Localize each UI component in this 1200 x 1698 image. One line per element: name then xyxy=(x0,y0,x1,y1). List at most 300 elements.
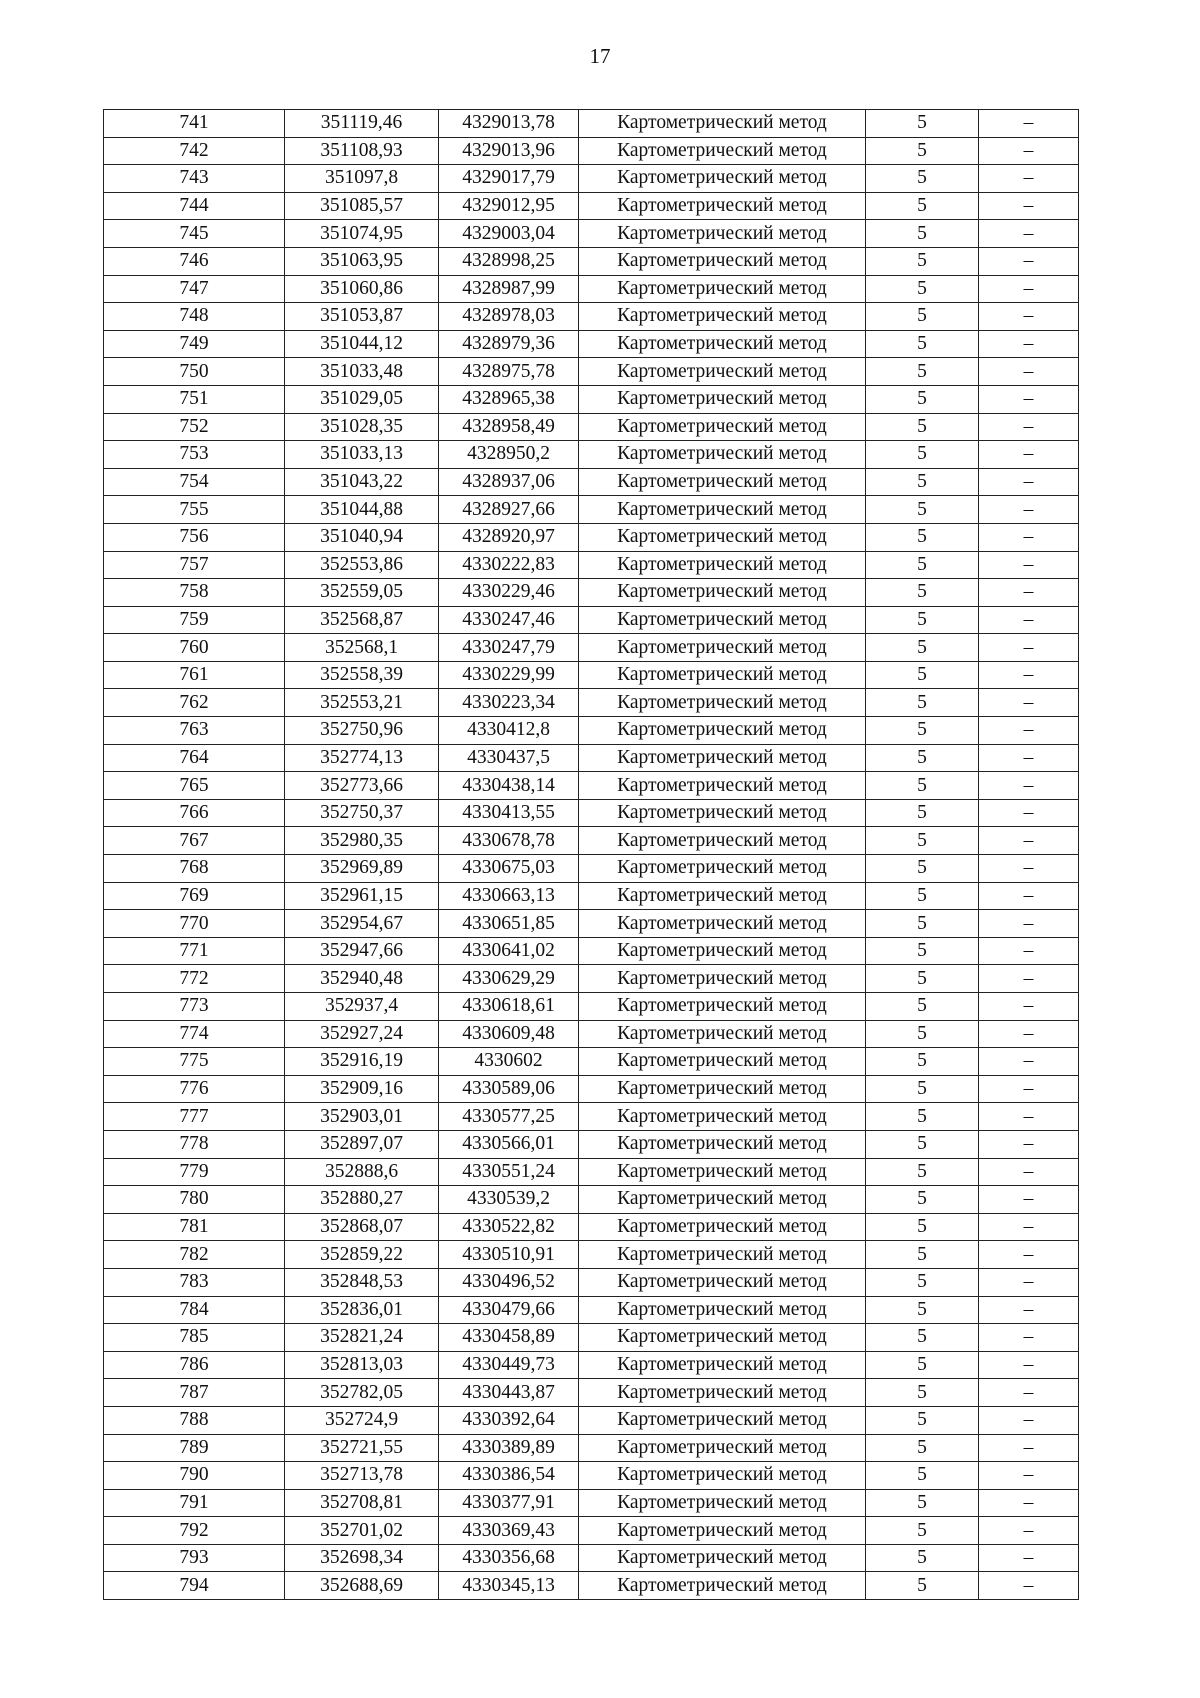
accuracy-cell: 5 xyxy=(866,1268,979,1296)
method-cell: Картометрический метод xyxy=(579,110,866,138)
y-coordinate-cell: 4330522,82 xyxy=(439,1213,579,1241)
table-row xyxy=(104,1462,1079,1490)
y-coordinate-cell: 4330443,87 xyxy=(439,1379,579,1407)
point-number-cell: 786 xyxy=(104,1351,285,1379)
x-coordinate-cell: 352836,01 xyxy=(285,1296,439,1324)
description-cell: – xyxy=(979,1020,1079,1048)
x-coordinate-cell: 351033,13 xyxy=(285,441,439,469)
accuracy-cell: 5 xyxy=(866,1406,979,1434)
description-cell: – xyxy=(979,303,1079,331)
x-coordinate-cell: 352553,86 xyxy=(285,551,439,579)
x-coordinate-cell: 352947,66 xyxy=(285,937,439,965)
description-cell: – xyxy=(979,468,1079,496)
y-coordinate-cell: 4330496,52 xyxy=(439,1268,579,1296)
y-coordinate-cell: 4330618,61 xyxy=(439,993,579,1021)
y-coordinate-cell: 4330566,01 xyxy=(439,1130,579,1158)
y-coordinate-cell: 4328920,97 xyxy=(439,523,579,551)
x-coordinate-cell: 352724,9 xyxy=(285,1406,439,1434)
accuracy-cell: 5 xyxy=(866,192,979,220)
description-cell: – xyxy=(979,634,1079,662)
y-coordinate-cell: 4330229,99 xyxy=(439,661,579,689)
method-cell: Картометрический метод xyxy=(579,1158,866,1186)
description-cell: – xyxy=(979,523,1079,551)
description-cell: – xyxy=(979,910,1079,938)
method-cell: Картометрический метод xyxy=(579,1406,866,1434)
point-number-cell: 770 xyxy=(104,910,285,938)
point-number-cell: 753 xyxy=(104,441,285,469)
method-cell: Картометрический метод xyxy=(579,358,866,386)
description-cell: – xyxy=(979,1489,1079,1517)
table-row xyxy=(104,910,1079,938)
x-coordinate-cell: 352559,05 xyxy=(285,579,439,607)
accuracy-cell: 5 xyxy=(866,1296,979,1324)
accuracy-cell: 5 xyxy=(866,110,979,138)
description-cell: – xyxy=(979,965,1079,993)
table-row xyxy=(104,717,1079,745)
y-coordinate-cell: 4330247,79 xyxy=(439,634,579,662)
method-cell: Картометрический метод xyxy=(579,661,866,689)
table-row xyxy=(104,1075,1079,1103)
table-row xyxy=(104,827,1079,855)
point-number-cell: 759 xyxy=(104,606,285,634)
table-row xyxy=(104,1296,1079,1324)
y-coordinate-cell: 4328958,49 xyxy=(439,413,579,441)
accuracy-cell: 5 xyxy=(866,468,979,496)
accuracy-cell: 5 xyxy=(866,1351,979,1379)
accuracy-cell: 5 xyxy=(866,1462,979,1490)
coordinates-table xyxy=(103,109,1079,1600)
x-coordinate-cell: 351053,87 xyxy=(285,303,439,331)
point-number-cell: 768 xyxy=(104,855,285,883)
method-cell: Картометрический метод xyxy=(579,385,866,413)
point-number-cell: 778 xyxy=(104,1130,285,1158)
method-cell: Картометрический метод xyxy=(579,192,866,220)
point-number-cell: 791 xyxy=(104,1489,285,1517)
point-number-cell: 751 xyxy=(104,385,285,413)
table-row xyxy=(104,330,1079,358)
point-number-cell: 782 xyxy=(104,1241,285,1269)
x-coordinate-cell: 352954,67 xyxy=(285,910,439,938)
method-cell: Картометрический метод xyxy=(579,275,866,303)
y-coordinate-cell: 4330377,91 xyxy=(439,1489,579,1517)
point-number-cell: 748 xyxy=(104,303,285,331)
table-row xyxy=(104,1406,1079,1434)
point-number-cell: 771 xyxy=(104,937,285,965)
method-cell: Картометрический метод xyxy=(579,1351,866,1379)
description-cell: – xyxy=(979,1544,1079,1572)
x-coordinate-cell: 351040,94 xyxy=(285,523,439,551)
method-cell: Картометрический метод xyxy=(579,1379,866,1407)
x-coordinate-cell: 352969,89 xyxy=(285,855,439,883)
accuracy-cell: 5 xyxy=(866,1489,979,1517)
y-coordinate-cell: 4328978,03 xyxy=(439,303,579,331)
description-cell: – xyxy=(979,1186,1079,1214)
accuracy-cell: 5 xyxy=(866,1544,979,1572)
description-cell: – xyxy=(979,744,1079,772)
point-number-cell: 790 xyxy=(104,1462,285,1490)
table-row xyxy=(104,1434,1079,1462)
accuracy-cell: 5 xyxy=(866,855,979,883)
y-coordinate-cell: 4330222,83 xyxy=(439,551,579,579)
y-coordinate-cell: 4328987,99 xyxy=(439,275,579,303)
method-cell: Картометрический метод xyxy=(579,1517,866,1545)
description-cell: – xyxy=(979,1517,1079,1545)
table-row xyxy=(104,303,1079,331)
table-row xyxy=(104,1213,1079,1241)
y-coordinate-cell: 4330437,5 xyxy=(439,744,579,772)
x-coordinate-cell: 352721,55 xyxy=(285,1434,439,1462)
x-coordinate-cell: 351108,93 xyxy=(285,137,439,165)
method-cell: Картометрический метод xyxy=(579,1241,866,1269)
description-cell: – xyxy=(979,441,1079,469)
y-coordinate-cell: 4328965,38 xyxy=(439,385,579,413)
description-cell: – xyxy=(979,165,1079,193)
y-coordinate-cell: 4330413,55 xyxy=(439,799,579,827)
x-coordinate-cell: 351097,8 xyxy=(285,165,439,193)
x-coordinate-cell: 351043,22 xyxy=(285,468,439,496)
method-cell: Картометрический метод xyxy=(579,1213,866,1241)
point-number-cell: 794 xyxy=(104,1572,285,1600)
accuracy-cell: 5 xyxy=(866,1075,979,1103)
point-number-cell: 750 xyxy=(104,358,285,386)
point-number-cell: 765 xyxy=(104,772,285,800)
description-cell: – xyxy=(979,330,1079,358)
table-row xyxy=(104,579,1079,607)
method-cell: Картометрический метод xyxy=(579,1075,866,1103)
table-row xyxy=(104,1020,1079,1048)
point-number-cell: 793 xyxy=(104,1544,285,1572)
x-coordinate-cell: 352897,07 xyxy=(285,1130,439,1158)
point-number-cell: 789 xyxy=(104,1434,285,1462)
x-coordinate-cell: 352961,15 xyxy=(285,882,439,910)
x-coordinate-cell: 352880,27 xyxy=(285,1186,439,1214)
y-coordinate-cell: 4330412,8 xyxy=(439,717,579,745)
method-cell: Картометрический метод xyxy=(579,1434,866,1462)
table-row xyxy=(104,799,1079,827)
x-coordinate-cell: 351044,12 xyxy=(285,330,439,358)
x-coordinate-cell: 352916,19 xyxy=(285,1048,439,1076)
table-row xyxy=(104,882,1079,910)
description-cell: – xyxy=(979,827,1079,855)
accuracy-cell: 5 xyxy=(866,910,979,938)
accuracy-cell: 5 xyxy=(866,385,979,413)
description-cell: – xyxy=(979,579,1079,607)
description-cell: – xyxy=(979,1434,1079,1462)
point-number-cell: 780 xyxy=(104,1186,285,1214)
accuracy-cell: 5 xyxy=(866,1020,979,1048)
y-coordinate-cell: 4330479,66 xyxy=(439,1296,579,1324)
point-number-cell: 747 xyxy=(104,275,285,303)
point-number-cell: 746 xyxy=(104,247,285,275)
y-coordinate-cell: 4330577,25 xyxy=(439,1103,579,1131)
table-row xyxy=(104,137,1079,165)
accuracy-cell: 5 xyxy=(866,1158,979,1186)
table-row xyxy=(104,523,1079,551)
point-number-cell: 775 xyxy=(104,1048,285,1076)
description-cell: – xyxy=(979,1213,1079,1241)
accuracy-cell: 5 xyxy=(866,689,979,717)
x-coordinate-cell: 352750,96 xyxy=(285,717,439,745)
table-row xyxy=(104,358,1079,386)
point-number-cell: 792 xyxy=(104,1517,285,1545)
table-row xyxy=(104,661,1079,689)
y-coordinate-cell: 4328975,78 xyxy=(439,358,579,386)
accuracy-cell: 5 xyxy=(866,772,979,800)
x-coordinate-cell: 352813,03 xyxy=(285,1351,439,1379)
y-coordinate-cell: 4329013,96 xyxy=(439,137,579,165)
description-cell: – xyxy=(979,413,1079,441)
point-number-cell: 767 xyxy=(104,827,285,855)
method-cell: Картометрический метод xyxy=(579,220,866,248)
x-coordinate-cell: 351063,95 xyxy=(285,247,439,275)
y-coordinate-cell: 4329017,79 xyxy=(439,165,579,193)
y-coordinate-cell: 4330392,64 xyxy=(439,1406,579,1434)
table-row xyxy=(104,1544,1079,1572)
description-cell: – xyxy=(979,110,1079,138)
description-cell: – xyxy=(979,1296,1079,1324)
page-number: 17 xyxy=(589,44,611,68)
description-cell: – xyxy=(979,137,1079,165)
y-coordinate-cell: 4330345,13 xyxy=(439,1572,579,1600)
description-cell: – xyxy=(979,799,1079,827)
description-cell: – xyxy=(979,1462,1079,1490)
y-coordinate-cell: 4330663,13 xyxy=(439,882,579,910)
x-coordinate-cell: 352848,53 xyxy=(285,1268,439,1296)
description-cell: – xyxy=(979,1406,1079,1434)
accuracy-cell: 5 xyxy=(866,1213,979,1241)
table-row xyxy=(104,441,1079,469)
method-cell: Картометрический метод xyxy=(579,910,866,938)
table-row xyxy=(104,855,1079,883)
table-row xyxy=(104,937,1079,965)
x-coordinate-cell: 352940,48 xyxy=(285,965,439,993)
accuracy-cell: 5 xyxy=(866,606,979,634)
y-coordinate-cell: 4330675,03 xyxy=(439,855,579,883)
accuracy-cell: 5 xyxy=(866,330,979,358)
point-number-cell: 755 xyxy=(104,496,285,524)
table-row xyxy=(104,165,1079,193)
description-cell: – xyxy=(979,1572,1079,1600)
description-cell: – xyxy=(979,1268,1079,1296)
accuracy-cell: 5 xyxy=(866,1048,979,1076)
table-row xyxy=(104,1048,1079,1076)
point-number-cell: 743 xyxy=(104,165,285,193)
point-number-cell: 744 xyxy=(104,192,285,220)
accuracy-cell: 5 xyxy=(866,303,979,331)
y-coordinate-cell: 4330229,46 xyxy=(439,579,579,607)
accuracy-cell: 5 xyxy=(866,1324,979,1352)
table-row xyxy=(104,496,1079,524)
x-coordinate-cell: 351028,35 xyxy=(285,413,439,441)
method-cell: Картометрический метод xyxy=(579,827,866,855)
table-row xyxy=(104,1186,1079,1214)
table-row xyxy=(104,110,1079,138)
method-cell: Картометрический метод xyxy=(579,551,866,579)
table-row xyxy=(104,247,1079,275)
table-row xyxy=(104,413,1079,441)
method-cell: Картометрический метод xyxy=(579,744,866,772)
accuracy-cell: 5 xyxy=(866,744,979,772)
point-number-cell: 787 xyxy=(104,1379,285,1407)
table-row xyxy=(104,1489,1079,1517)
accuracy-cell: 5 xyxy=(866,799,979,827)
method-cell: Картометрический метод xyxy=(579,1572,866,1600)
description-cell: – xyxy=(979,1158,1079,1186)
x-coordinate-cell: 352713,78 xyxy=(285,1462,439,1490)
method-cell: Картометрический метод xyxy=(579,1489,866,1517)
method-cell: Картометрический метод xyxy=(579,330,866,358)
y-coordinate-cell: 4330589,06 xyxy=(439,1075,579,1103)
description-cell: – xyxy=(979,1379,1079,1407)
method-cell: Картометрический метод xyxy=(579,634,866,662)
y-coordinate-cell: 4329003,04 xyxy=(439,220,579,248)
y-coordinate-cell: 4330247,46 xyxy=(439,606,579,634)
description-cell: – xyxy=(979,551,1079,579)
method-cell: Картометрический метод xyxy=(579,1048,866,1076)
point-number-cell: 763 xyxy=(104,717,285,745)
point-number-cell: 741 xyxy=(104,110,285,138)
description-cell: – xyxy=(979,1103,1079,1131)
y-coordinate-cell: 4330602 xyxy=(439,1048,579,1076)
x-coordinate-cell: 352859,22 xyxy=(285,1241,439,1269)
table-row xyxy=(104,1517,1079,1545)
method-cell: Картометрический метод xyxy=(579,1268,866,1296)
accuracy-cell: 5 xyxy=(866,579,979,607)
x-coordinate-cell: 352980,35 xyxy=(285,827,439,855)
x-coordinate-cell: 351044,88 xyxy=(285,496,439,524)
accuracy-cell: 5 xyxy=(866,247,979,275)
description-cell: – xyxy=(979,882,1079,910)
accuracy-cell: 5 xyxy=(866,496,979,524)
x-coordinate-cell: 352553,21 xyxy=(285,689,439,717)
y-coordinate-cell: 4330458,89 xyxy=(439,1324,579,1352)
accuracy-cell: 5 xyxy=(866,358,979,386)
y-coordinate-cell: 4328979,36 xyxy=(439,330,579,358)
method-cell: Картометрический метод xyxy=(579,165,866,193)
y-coordinate-cell: 4329012,95 xyxy=(439,192,579,220)
method-cell: Картометрический метод xyxy=(579,1020,866,1048)
description-cell: – xyxy=(979,689,1079,717)
x-coordinate-cell: 352937,4 xyxy=(285,993,439,1021)
x-coordinate-cell: 351119,46 xyxy=(285,110,439,138)
y-coordinate-cell: 4330356,68 xyxy=(439,1544,579,1572)
method-cell: Картометрический метод xyxy=(579,247,866,275)
x-coordinate-cell: 352774,13 xyxy=(285,744,439,772)
accuracy-cell: 5 xyxy=(866,634,979,662)
point-number-cell: 788 xyxy=(104,1406,285,1434)
point-number-cell: 772 xyxy=(104,965,285,993)
method-cell: Картометрический метод xyxy=(579,137,866,165)
y-coordinate-cell: 4330551,24 xyxy=(439,1158,579,1186)
table-row xyxy=(104,1103,1079,1131)
description-cell: – xyxy=(979,220,1079,248)
x-coordinate-cell: 352568,87 xyxy=(285,606,439,634)
x-coordinate-cell: 352782,05 xyxy=(285,1379,439,1407)
table-row xyxy=(104,220,1079,248)
method-cell: Картометрический метод xyxy=(579,937,866,965)
accuracy-cell: 5 xyxy=(866,275,979,303)
table-row xyxy=(104,192,1079,220)
point-number-cell: 760 xyxy=(104,634,285,662)
table-row xyxy=(104,385,1079,413)
table-row xyxy=(104,965,1079,993)
accuracy-cell: 5 xyxy=(866,1186,979,1214)
accuracy-cell: 5 xyxy=(866,551,979,579)
description-cell: – xyxy=(979,275,1079,303)
point-number-cell: 781 xyxy=(104,1213,285,1241)
table-row xyxy=(104,275,1079,303)
description-cell: – xyxy=(979,1324,1079,1352)
y-coordinate-cell: 4330629,29 xyxy=(439,965,579,993)
accuracy-cell: 5 xyxy=(866,137,979,165)
x-coordinate-cell: 352888,6 xyxy=(285,1158,439,1186)
description-cell: – xyxy=(979,496,1079,524)
x-coordinate-cell: 352868,07 xyxy=(285,1213,439,1241)
point-number-cell: 745 xyxy=(104,220,285,248)
table-row xyxy=(104,1130,1079,1158)
accuracy-cell: 5 xyxy=(866,220,979,248)
point-number-cell: 757 xyxy=(104,551,285,579)
table-row xyxy=(104,1324,1079,1352)
description-cell: – xyxy=(979,937,1079,965)
x-coordinate-cell: 351029,05 xyxy=(285,385,439,413)
point-number-cell: 754 xyxy=(104,468,285,496)
point-number-cell: 749 xyxy=(104,330,285,358)
accuracy-cell: 5 xyxy=(866,413,979,441)
table-row xyxy=(104,634,1079,662)
y-coordinate-cell: 4330609,48 xyxy=(439,1020,579,1048)
method-cell: Картометрический метод xyxy=(579,523,866,551)
table-row xyxy=(104,1268,1079,1296)
method-cell: Картометрический метод xyxy=(579,882,866,910)
x-coordinate-cell: 352750,37 xyxy=(285,799,439,827)
description-cell: – xyxy=(979,1241,1079,1269)
method-cell: Картометрический метод xyxy=(579,468,866,496)
point-number-cell: 742 xyxy=(104,137,285,165)
accuracy-cell: 5 xyxy=(866,165,979,193)
x-coordinate-cell: 352698,34 xyxy=(285,1544,439,1572)
description-cell: – xyxy=(979,855,1079,883)
method-cell: Картометрический метод xyxy=(579,772,866,800)
x-coordinate-cell: 351085,57 xyxy=(285,192,439,220)
y-coordinate-cell: 4330223,34 xyxy=(439,689,579,717)
x-coordinate-cell: 352909,16 xyxy=(285,1075,439,1103)
method-cell: Картометрический метод xyxy=(579,1296,866,1324)
description-cell: – xyxy=(979,1351,1079,1379)
table-row xyxy=(104,551,1079,579)
accuracy-cell: 5 xyxy=(866,523,979,551)
y-coordinate-cell: 4328998,25 xyxy=(439,247,579,275)
x-coordinate-cell: 352773,66 xyxy=(285,772,439,800)
description-cell: – xyxy=(979,772,1079,800)
point-number-cell: 761 xyxy=(104,661,285,689)
description-cell: – xyxy=(979,661,1079,689)
y-coordinate-cell: 4330386,54 xyxy=(439,1462,579,1490)
table-row xyxy=(104,606,1079,634)
x-coordinate-cell: 351060,86 xyxy=(285,275,439,303)
x-coordinate-cell: 352558,39 xyxy=(285,661,439,689)
y-coordinate-cell: 4328927,66 xyxy=(439,496,579,524)
method-cell: Картометрический метод xyxy=(579,496,866,524)
method-cell: Картометрический метод xyxy=(579,799,866,827)
y-coordinate-cell: 4330678,78 xyxy=(439,827,579,855)
description-cell: – xyxy=(979,1075,1079,1103)
accuracy-cell: 5 xyxy=(866,1434,979,1462)
x-coordinate-cell: 352903,01 xyxy=(285,1103,439,1131)
method-cell: Картометрический метод xyxy=(579,1544,866,1572)
accuracy-cell: 5 xyxy=(866,882,979,910)
y-coordinate-cell: 4330539,2 xyxy=(439,1186,579,1214)
